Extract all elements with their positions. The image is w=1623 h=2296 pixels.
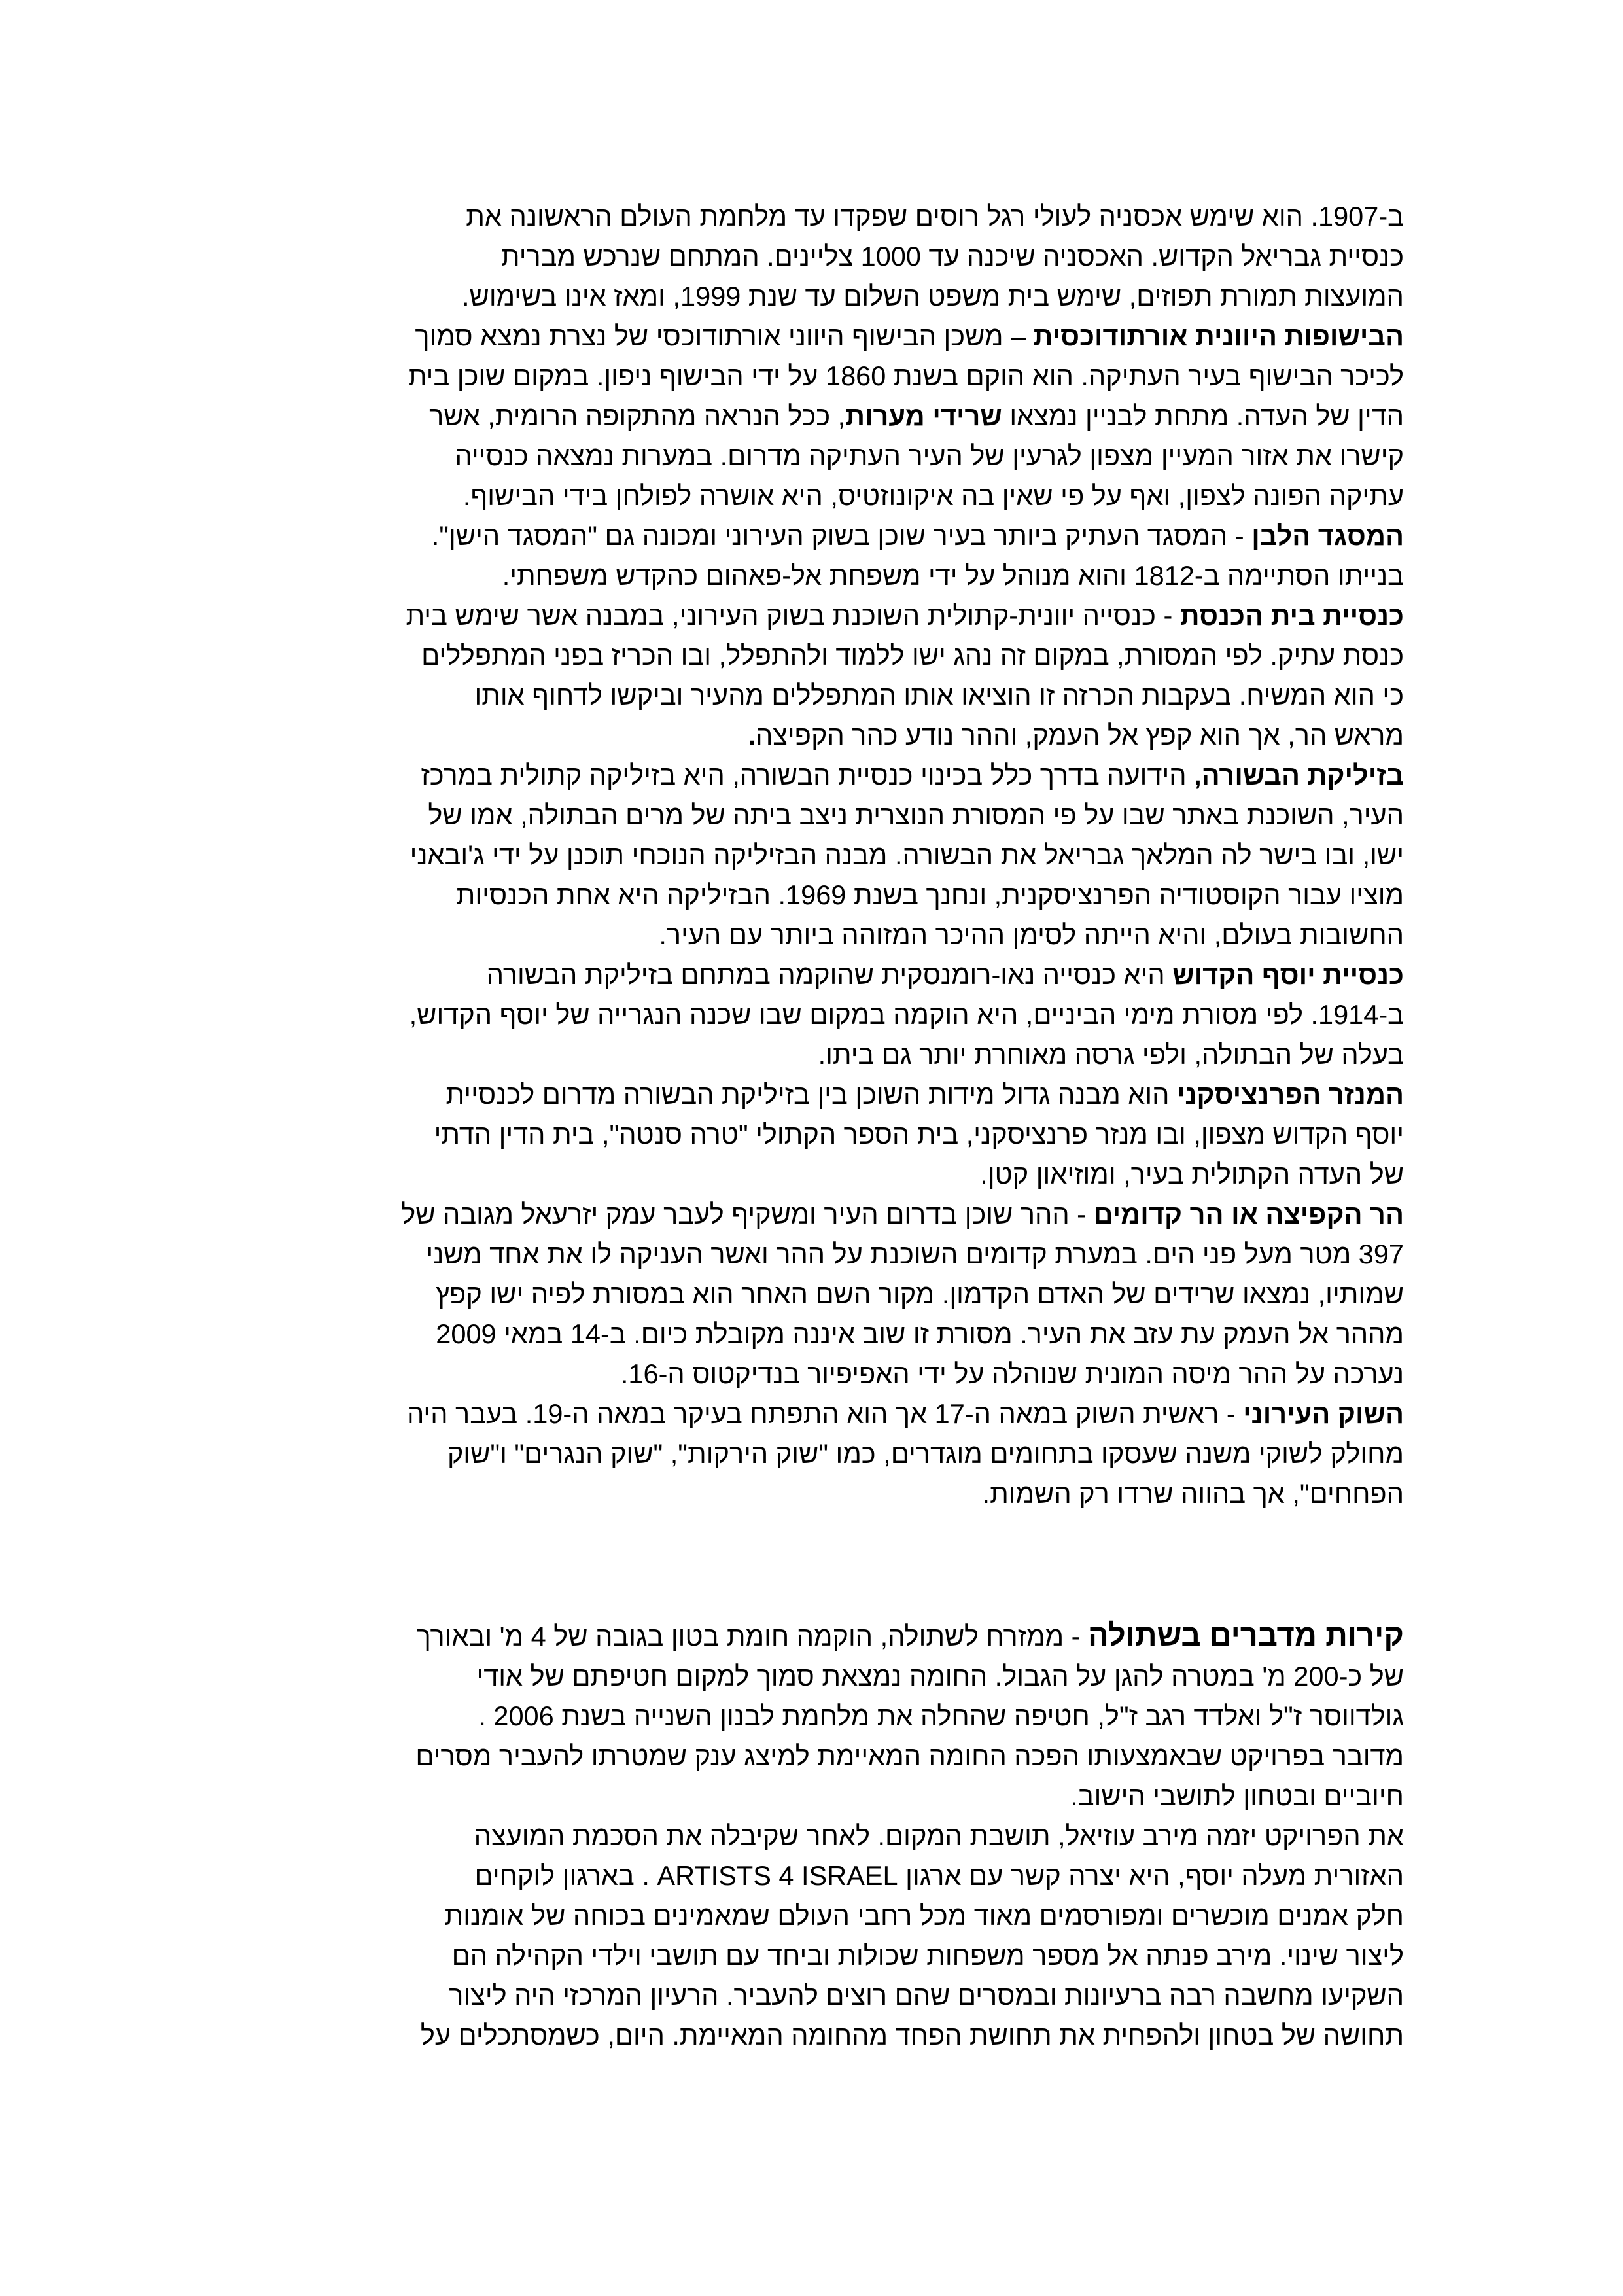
text-line: של העדה הקתולית בעיר, ומוזיאון קטן. — [980, 1159, 1404, 1190]
text-line: מחולק לשוקי משנה שעסקו בתחומים מוגדרים, כמו "שוק הירקות", "שוק הנגרים" ו"שוק — [447, 1438, 1404, 1469]
text-line: גולדווסר ז"ל ואלדד רגב ז"ל, חטיפה שהחלה את מלחמת לבנון השנייה בשנת 2006 . — [478, 1701, 1404, 1731]
text-line: תחושה של בטחון ולהפחית את תחושת הפחד מהחומה המאיימת. היום, כשמסתכלים על — [420, 2020, 1404, 2051]
site-heading-franciscan-monastery: המנזר הפרנציסקני — [1176, 1079, 1404, 1110]
text-run: הוא מבנה גדול מידות השוכן בין בזיליקת הבשורה מדרום לכנסיית — [445, 1079, 1177, 1110]
text-line: ישו, ובו בישר לה המלאך גבריאל את הבשורה. מבנה הבזיליקה הנוכחי תוכנן על ידי ג'ובאני — [410, 839, 1404, 870]
emphasis-cave-remains: שרידי מערות — [845, 400, 1002, 431]
text-line — [273, 595, 1404, 635]
text-run: הדין של העדה. מתחת לבניין נמצאו — [1002, 400, 1404, 431]
text-line: מדובר בפרויקט שבאמצעותו הפכה החומה המאיימת למיצג ענק שמטרתו להעביר מסרים — [415, 1740, 1404, 1771]
site-heading-city-market: השוק העירוני — [1243, 1398, 1404, 1429]
text-line: חיוביים ובטחון לתושבי הישוב. — [1070, 1780, 1404, 1811]
text-line — [273, 1074, 1404, 1114]
text-line: 397 מטר מעל פני הים. במערת קדומים השוכנת על ההר ואשר העניקה לו את אחד משני — [426, 1239, 1404, 1269]
text-run: הידועה בדרך כלל בכינוי כנסיית הבשורה, היא בזיליקה קתולית במרכז — [421, 760, 1195, 790]
text-run: היא כנסייה נאו-רומנסקית שהוקמה במתחם בזיליקת הבשורה — [486, 959, 1173, 990]
site-heading-bishopric: הבישופות היוונית אורתודוכסית — [1033, 321, 1404, 351]
text-run: - המסגד העתיק ביותר בעיר שוכן בשוק העירוני ומכונה גם "המסגד הישן". — [431, 520, 1252, 551]
text-run: , ככל הנראה מהתקופה הרומית, אשר — [429, 400, 846, 431]
site-heading-synagogue-church: כנסיית בית הכנסת — [1179, 600, 1404, 631]
text-line: עתיקה הפונה לצפון, ואף על פי שאין בה איקונוזטיס, היא אושרה לפולחן בידי הבישוף. — [462, 480, 1404, 511]
text-line: כי הוא המשיח. בעקבות הכרזה זו הוציאו אותו המתפללים מהעיר וביקשו לדחוף אותו — [474, 680, 1404, 711]
text-line: כנסת עתיק. לפי המסורת, במקום זה נהג ישו ללמוד ולהתפלל, ובו הכריז בפני המתפללים — [421, 640, 1404, 671]
text-run: מראש הר, אך הוא קפץ אל העמק, וההר נודע כהר הקפיצה — [755, 720, 1404, 751]
text-run: . — [748, 720, 756, 751]
text-line: כנסיית גבריאל הקדוש. האכסניה שיכנה עד 1000 צליינים. המתחם שנרכש מברית — [500, 241, 1404, 272]
text-line: לכיכר הבישוף בעיר העתיקה. הוא הוקם בשנת 1860 על ידי הבישוף ניפון. במקום שוכן בית — [408, 361, 1404, 391]
text-run: - ההר שוכן בדרום העיר ומשקיף לעבר עמק יזרעאל מגובה של — [401, 1199, 1094, 1229]
text-run: - כנסייה יוונית-קתולית השוכנת בשוק העירוני, במבנה אשר שימש בית — [406, 600, 1180, 631]
text-line: העיר, השוכנת באתר שבו על פי המסורת הנוצרית ניצב ביתה של מרים הבתולה, אמו של — [428, 800, 1404, 830]
text-line — [273, 715, 1404, 755]
article-section-talking-walls — [273, 1615, 1404, 2055]
text-line: בעלה של הבתולה, ולפי גרסה מאוחרת יותר גם ביתו. — [818, 1039, 1404, 1070]
text-run: – משכן הבישוף היווני אורתודוכסי של נצרת נמצא סמוך — [415, 321, 1034, 351]
text-line: ליצור שינוי. מירב פנתה אל מספר משפחות שכולות וביחד עם תושבי וילדי הקהילה הם — [451, 1940, 1404, 1971]
text-line: החשובות בעולם, והיא הייתה לסימן ההיכר המזוהה ביותר עם העיר. — [659, 919, 1404, 950]
text-line: שמותיו, נמצאו שרידים של האדם הקדמון. מקור השם האחר הוא במסורת לפיה ישו קפץ — [436, 1279, 1404, 1309]
site-heading-white-mosque: המסגד הלבן — [1251, 520, 1404, 551]
text-line: מההר אל העמק עת עזב את העיר. מסורת זו שוב איננה מקובלת כיום. ב-14 במאי 2009 — [436, 1318, 1404, 1349]
site-heading-st-joseph-church: כנסיית יוסף הקדוש — [1172, 959, 1404, 990]
article-section-sites — [273, 196, 1404, 1513]
text-line: ב-1914. לפי מסורת מימי הביניים, היא הוקמה במקום שבו שכנה הנגרייה של יוסף הקדוש, — [409, 999, 1404, 1030]
text-line — [273, 396, 1404, 436]
text-line: את הפרויקט יזמה מירב עוזיאל, תושבת המקום. לאחר שקיבלה את הסכמת המועצה — [474, 1820, 1404, 1851]
text-line: המועצות תמורת תפוזים, שימש בית משפט השלום עד שנת 1999, ומאז אינו בשימוש. — [462, 281, 1404, 311]
text-line: ב-1907. הוא שימש אכסניה לעולי רגל רוסים שפקדו עד מלחמת העולם הראשונה את — [466, 201, 1404, 232]
text-line — [273, 316, 1404, 356]
text-line: חלק אמנים מוכשרים ומפורסמים מאוד מכל רחבי העולם שמאמינים בכוחה של אומנות — [444, 1900, 1404, 1931]
text-line: בנייתו הסתיימה ב-1812 והוא מנוהל על ידי משפחת אל-פאהום כהקדש משפחתי. — [502, 560, 1404, 591]
text-line — [273, 516, 1404, 556]
text-line — [273, 1615, 1404, 1656]
text-line — [273, 1394, 1404, 1434]
text-run: - ממזרח לשתולה, הוקמה חומת בטון בגובה של 4 מ' ובאורך — [416, 1621, 1089, 1651]
site-heading-annunciation-basilica: בזיליקת הבשורה, — [1194, 760, 1404, 790]
text-line — [273, 755, 1404, 795]
text-run: - ראשית השוק במאה ה-17 אך הוא התפתח בעיקר במאה ה-19. בעבר היה — [406, 1398, 1244, 1429]
text-line: יוסף הקדוש מצפון, ובו מנזר פרנציסקני, בית הספר הקתולי "טרה סנטה", בית הדין הדתי — [434, 1119, 1404, 1150]
text-line: מוציו עבור הקוסטודיה הפרנציסקנית, ונחנך בשנת 1969. הבזיליקה היא אחת הכנסיות — [456, 879, 1404, 910]
text-line: נערכה על ההר מיסה המונית שנוהלה על ידי האפיפיור בנדיקטוס ה-16. — [620, 1358, 1404, 1389]
text-line: השקיעו מחשבה רבה ברעיונות ובמסרים שהם רוצים להעביר. הרעיון המרכזי היה ליצור — [449, 1980, 1404, 2011]
site-heading-mount-precipice: הר הקפיצה או הר קדומים — [1093, 1199, 1404, 1229]
text-line — [273, 1194, 1404, 1234]
text-line: הפחחים", אך בהווה שרדו רק השמות. — [982, 1478, 1404, 1509]
section-title: קירות מדברים בשתולה — [1088, 1617, 1404, 1652]
text-line: של כ-200 מ' במטרה להגן על הגבול. החומה נמצאת סמוך למקום חטיפתם של אודי — [476, 1661, 1404, 1691]
text-line: האזורית מעלה יוסף, היא יצרה קשר עם ארגון ARTISTS 4 ISRAEL . בארגון לוקחים — [474, 1860, 1404, 1891]
text-line: קישרו את אזור המעיין מצפון לגרעין של העיר העתיקה מדרום. במערות נמצאה כנסייה — [455, 440, 1404, 471]
text-line — [273, 955, 1404, 995]
